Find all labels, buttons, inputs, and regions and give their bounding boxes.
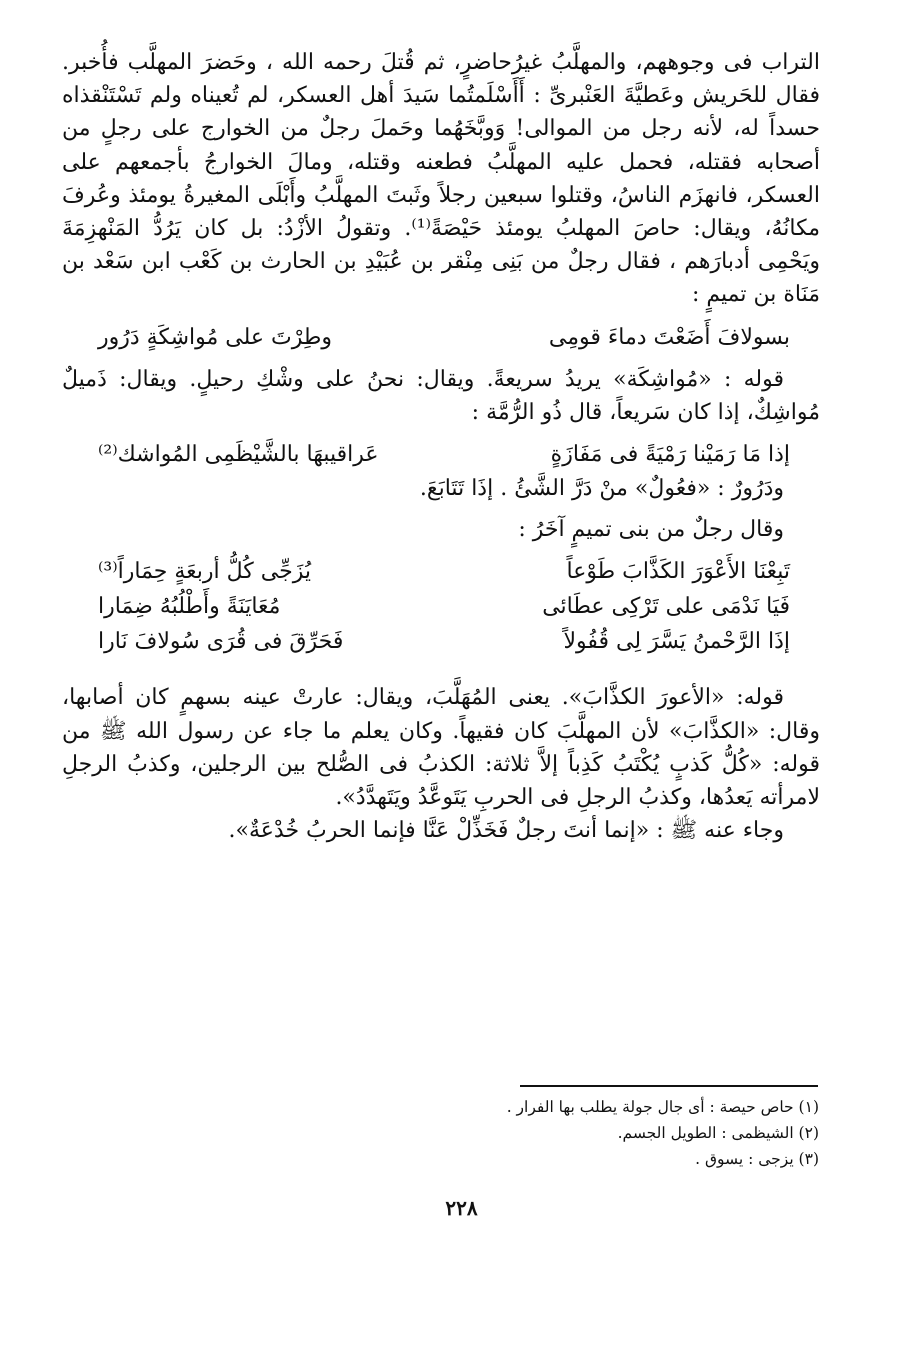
page-number: ٢٢٨	[445, 1196, 478, 1220]
verse-hemistich-left: فَحَرِّقَ فى قُرَى سُولافَ نَارا	[98, 629, 344, 655]
verse-intro: وقال رجلٌ من بنى تميمٍ آخَرُ :	[518, 517, 784, 543]
verse-hemistich-right: بسولافَ أَضَعْتَ دماءَ قومِى	[548, 324, 790, 350]
paragraph-opening: التراب فى وجوههم، والمهلَّبُ غيرُحاضرٍ، ثم قُتلَ رحمه الله ، وحَضرَ المهلَّب فأُخبر. فقال للحَريش وعَطيَّةَ العَنْبرىِّ : أَأَسْلَمتُما سَيدَ أهل العسكر، لم تُعيناه ولم تَسْتَنْقذاه حسداً له، لأنه رجل من الموالى! وَوبَّخَهُما وحَملَ رجلٌ من الخوارج على رجلٍ من أصحابه فقتله، فحمل عليه المهلَّبُ فطعنه وقتله، ومالَ الخوارجُ بأجمعهم على العسكر، فانهزَم الناسُ، وقتلوا سبعين رجلاً وثَبتَ المهلَّبُ وأَبْلَى المغيرةُ يومئذ وعُرفَ مكانُهُ، ويقال: حاصَ المهلبُ يومئذ حَيْصَةً⁽¹⁾. وتقولُ الأزْدُ: بل كان يَرُدُّ المَنْهزِمَةَ ويَحْمِى أدبارَهم ، فقال رجلٌ من بَنِى مِنْقر بن عُبَيْدِ بن الحارث بن كَعْب ابن سَعْد بن مَنَاة بن تميمٍ :	[62, 50, 820, 308]
verse-hemistich-left: يُزَجِّى كُلُّ أربعَةٍ حِمَاراً⁽³⁾	[98, 559, 311, 585]
verse-hemistich-right: تَبِعْنَا الأَعْوَرَ الكَذَّابَ طَوْعاً	[566, 559, 790, 585]
verse-line	[98, 589, 790, 624]
footnote: (٢) الشيظمى : الطويل الجسم.	[617, 1124, 819, 1142]
footnote-divider	[520, 1085, 818, 1087]
footnote: (٣) يزجى : يسوق .	[695, 1150, 819, 1168]
paragraph-commentary: قوله : «مُواشِكَة» يريدُ سريعةً. ويقال: نحنُ على وشْكِ رحيلٍ. ويقال: ذَميلٌ مُواشِكٌ، إذا كان سَريعاً، قال ذُو الرُّمَّة :	[62, 366, 820, 425]
paragraph-hadith: وجاء عنه ﷺ : «إنما أنتَ رجلٌ فَخَذِّلْ عَنَّا فإنما الحربُ خُدْعَةٌ».	[228, 818, 784, 844]
verse-line	[98, 320, 790, 355]
verse-hemistich-left: وطِرْتَ على مُواشِكَةٍ دَرُور	[98, 324, 333, 350]
line-durur: ودَرُورٌ : «فعُولٌ» منْ دَرَّ الشَّئُ . إذَا تَتَابَعَ.	[419, 476, 784, 502]
verse-hemistich-left: عَراقيبهَا بالشَّيْظَمِى المُواشك⁽²⁾	[98, 442, 379, 468]
page-body	[62, 46, 820, 847]
verse-hemistich-left: مُعَايَنَةً وأَطْلُبُهُ ضِمَارا	[98, 594, 281, 620]
footnote: (١) حاص حيصة : أى جال جولة يطلب بها الفرار .	[506, 1098, 819, 1116]
footnotes	[319, 1094, 819, 1172]
verse-line	[98, 437, 790, 472]
verse-hemistich-right: إذا مَا رَمَيْنا رَمْيَةً فى مَفَازَةٍ	[550, 442, 790, 468]
verse-line	[98, 624, 790, 659]
verse-line	[98, 554, 790, 589]
paragraph-commentary: قوله: «الأعورَ الكذَّابَ». يعنى المُهَلَّبَ، ويقال: عارتْ عينه بسهمٍ كان أصابها، وقال: «الكذَّابَ» لأن المهلَّبَ كان فقيهاً. وكان يعلم ما جاء عن رسول الله ﷺ من قوله: «كُلُّ كَذبٍ يُكْتَبُ كَذِباً إلاَّ ثلاثة: الكذبُ فى الصُّلح بين الرجلين، وكذبُ الرجلِ لامرأته يَعدُها، وكذبُ الرجلِ فى الحربِ يَتَوعَّدُ ويَتَهدَّدُ».	[62, 685, 820, 811]
verse-hemistich-right: إذَا الرَّحْمنُ يَسَّرَ لِى قُفُولاً	[563, 629, 790, 655]
verse-hemistich-right: فَيَا نَدْمَى على تَرْكِى عطَائى	[542, 594, 790, 620]
